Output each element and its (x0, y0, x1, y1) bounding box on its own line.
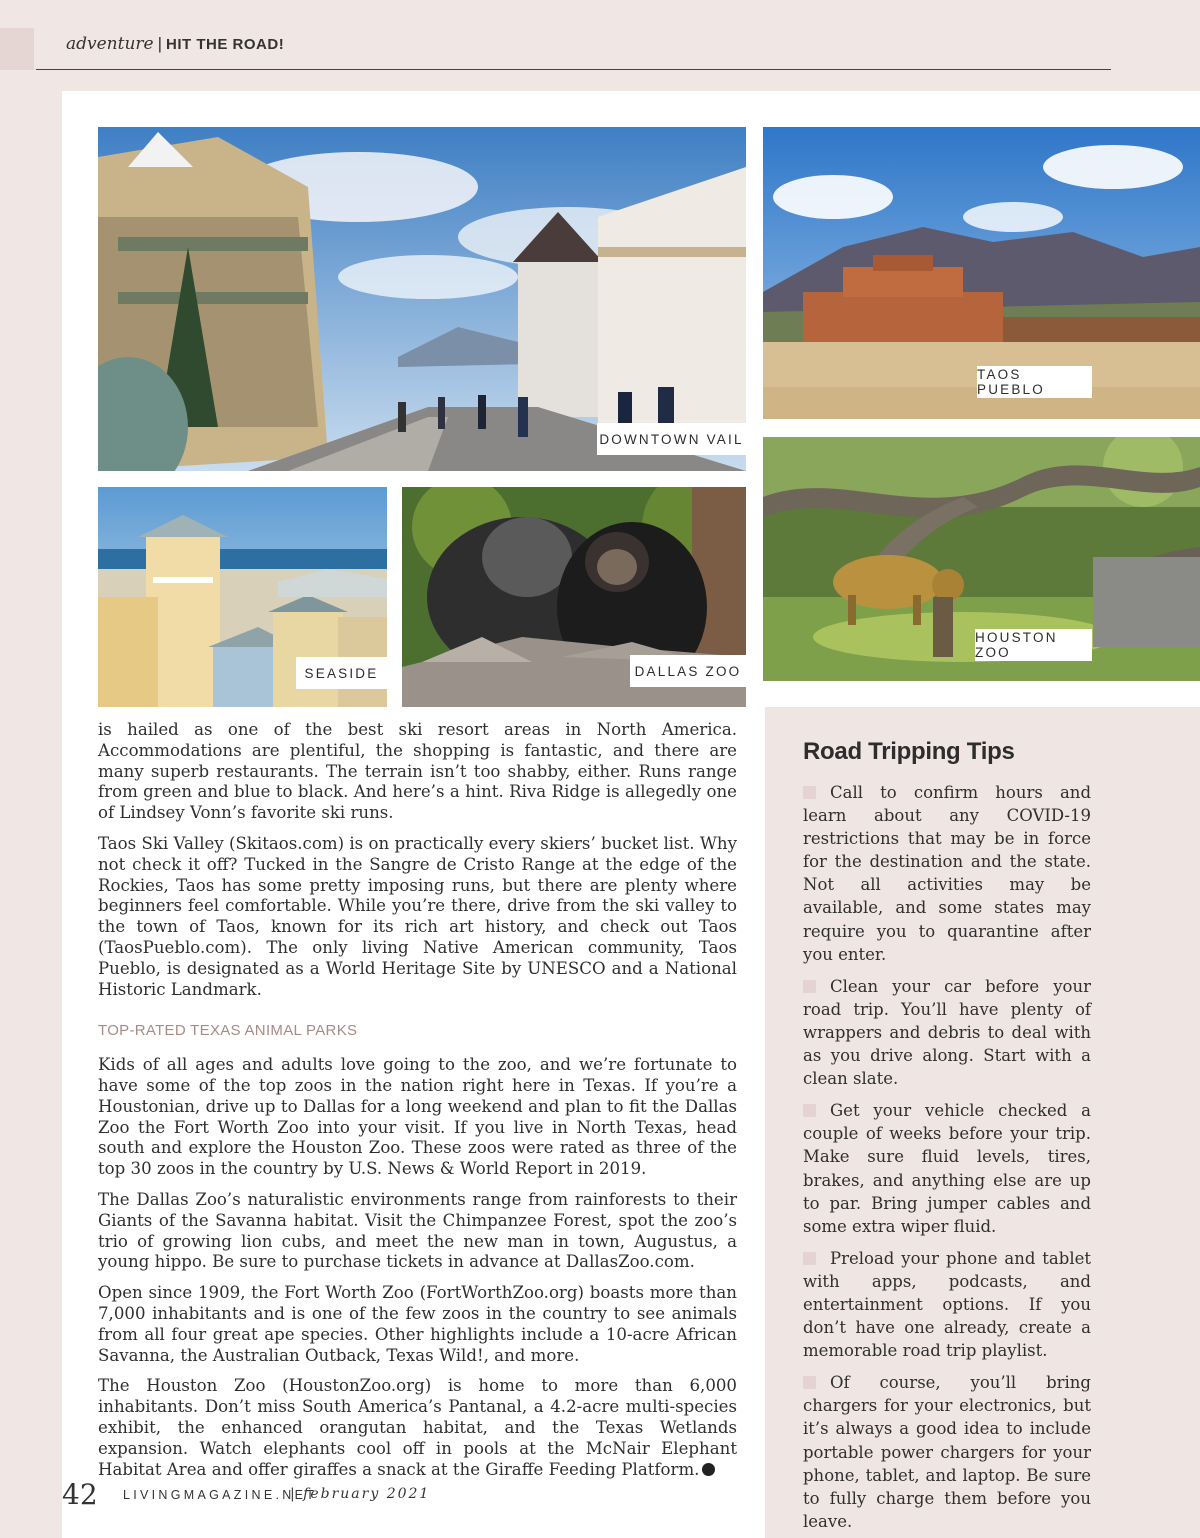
tip-text: Preload your phone and tablet with apps, podcasts, and entertainment options. If you don’t have one already, create a memorable road trip playlist. (803, 1248, 1091, 1361)
end-mark-icon (702, 1463, 715, 1476)
caption-seaside: SEASIDE (296, 657, 387, 689)
tip-item (803, 1371, 1091, 1533)
caption-houston-zoo: HOUSTON ZOO (975, 629, 1092, 661)
photo-downtown-vail (98, 127, 746, 471)
caption-taos-pueblo: TAOS PUEBLO (977, 366, 1092, 398)
square-bullet-icon (803, 1104, 816, 1117)
tips-list (803, 781, 1091, 1538)
caption-downtown-vail: DOWNTOWN VAIL (597, 423, 746, 455)
article-paragraph (98, 1376, 737, 1480)
corner-tab (0, 28, 34, 70)
article-paragraph: Kids of all ages and adults love going to the zoo, and we’re fortunate to have some of the top zoos in the nation right here in Texas. If you’re a Houstonian, drive up to Dallas for a long weekend and plan to fit the Dallas Zoo the Fort Worth Zoo into your visit. If you live in North Texas, head south and explore the Houston Zoo. These zoos were rated as three of the top 30 zoos in the country by U.S. News & World Report in 2019. (98, 1055, 737, 1179)
article-paragraph: Open since 1909, the Fort Worth Zoo (FortWorthZoo.org) boasts more than 7,000 inhabitants and is one of the few zoos in the country to see animals from all four great ape species. Other highlights include a 10-acre African Savanna, the Australian Outback, Texas Wild!, and more. (98, 1283, 737, 1365)
tip-item (803, 975, 1091, 1090)
tip-item (803, 1247, 1091, 1362)
page-number: 42 (62, 1478, 98, 1511)
square-bullet-icon (803, 1376, 816, 1389)
header-section: adventure (66, 34, 154, 54)
article-body (98, 720, 737, 1490)
sidebar-title: Road Tripping Tips (803, 738, 1015, 765)
footer-issue: | february 2021 (290, 1486, 431, 1502)
square-bullet-icon (803, 1252, 816, 1265)
article-paragraph: Taos Ski Valley (Skitaos.com) is on practically every skiers’ bucket list. Why not check it off? Tucked in the Sangre de Cristo Range at the edge of the Rockies, Taos has some pretty imposing runs, but there are plenty where beginners feel comfortable. While you’re there, drive from the ski valley to the town of Taos, known for its rich art history, and check out Taos (TaosPueblo.com). The only living Native American community, Taos Pueblo, is designated as a World Heritage Site by UNESCO and a National Historic Landmark. (98, 833, 737, 999)
tip-text: Of course, you’ll bring chargers for your electronics, but it’s always a good idea to include portable power chargers for your phone, tablet, and laptop. Be sure to fully charge them before you leave. (803, 1373, 1091, 1531)
tip-text: Get your vehicle checked a couple of weeks before your trip. Make sure fluid levels, tires, brakes, and anything else are up to par. Bring jumper cables and some extra wiper fluid. (803, 1101, 1091, 1236)
header-separator: | (157, 34, 163, 53)
tip-item (803, 781, 1091, 966)
caption-dallas-zoo: DALLAS ZOO (630, 655, 746, 687)
tip-text: Clean your car before your road trip. You’ll have plenty of wrappers and debris to deal with as you drive along. Start with a clean slate. (803, 976, 1091, 1089)
section-subhead: TOP-RATED TEXAS ANIMAL PARKS (98, 1022, 358, 1040)
tip-item (803, 1099, 1091, 1238)
article-paragraph: The Dallas Zoo’s naturalistic environments range from rainforests to their Giants of the Savanna habitat. Visit the Chimpanzee Forest, spot the zoo’s trio of growing lion cubs, and meet the new man in town, Augustus, a young hippo. Be sure to purchase tickets in advance at DallasZoo.com. (98, 1189, 737, 1272)
article-paragraph-text: The Houston Zoo (HoustonZoo.org) is home to more than 6,000 inhabitants. Don’t miss South America’s Pantanal, a 4.2-acre multi-species exhibit, the enhanced orangutan habitat, and the Texas Wetlands expansion. Watch elephants cool off in pools at the McNair Elephant Habitat Area and offer giraffes a snack at the Giraffe Feeding Platform. (98, 1376, 737, 1479)
square-bullet-icon (803, 980, 816, 993)
header-rule (36, 69, 1111, 70)
tip-text: Call to confirm hours and learn about any COVID-19 restrictions that may be in force for the destination and the state. Not all activities may be available, and some states may require you to quarantine after you enter. (803, 783, 1091, 964)
running-header (66, 34, 284, 54)
article-paragraph: is hailed as one of the best ski resort areas in North America. Accommodations are plentiful, the shopping is fantastic, and there are many superb restaurants. The terrain isn’t too shabby, either. Runs range from green and blue to black. And here’s a hint. Riva Ridge is allegedly one of Lindsey Vonn’s favorite ski runs. (98, 720, 737, 823)
footer-site: LIVINGMAGAZINE.NET (123, 1488, 318, 1502)
square-bullet-icon (803, 786, 816, 799)
header-kicker: HIT THE ROAD! (166, 36, 285, 53)
